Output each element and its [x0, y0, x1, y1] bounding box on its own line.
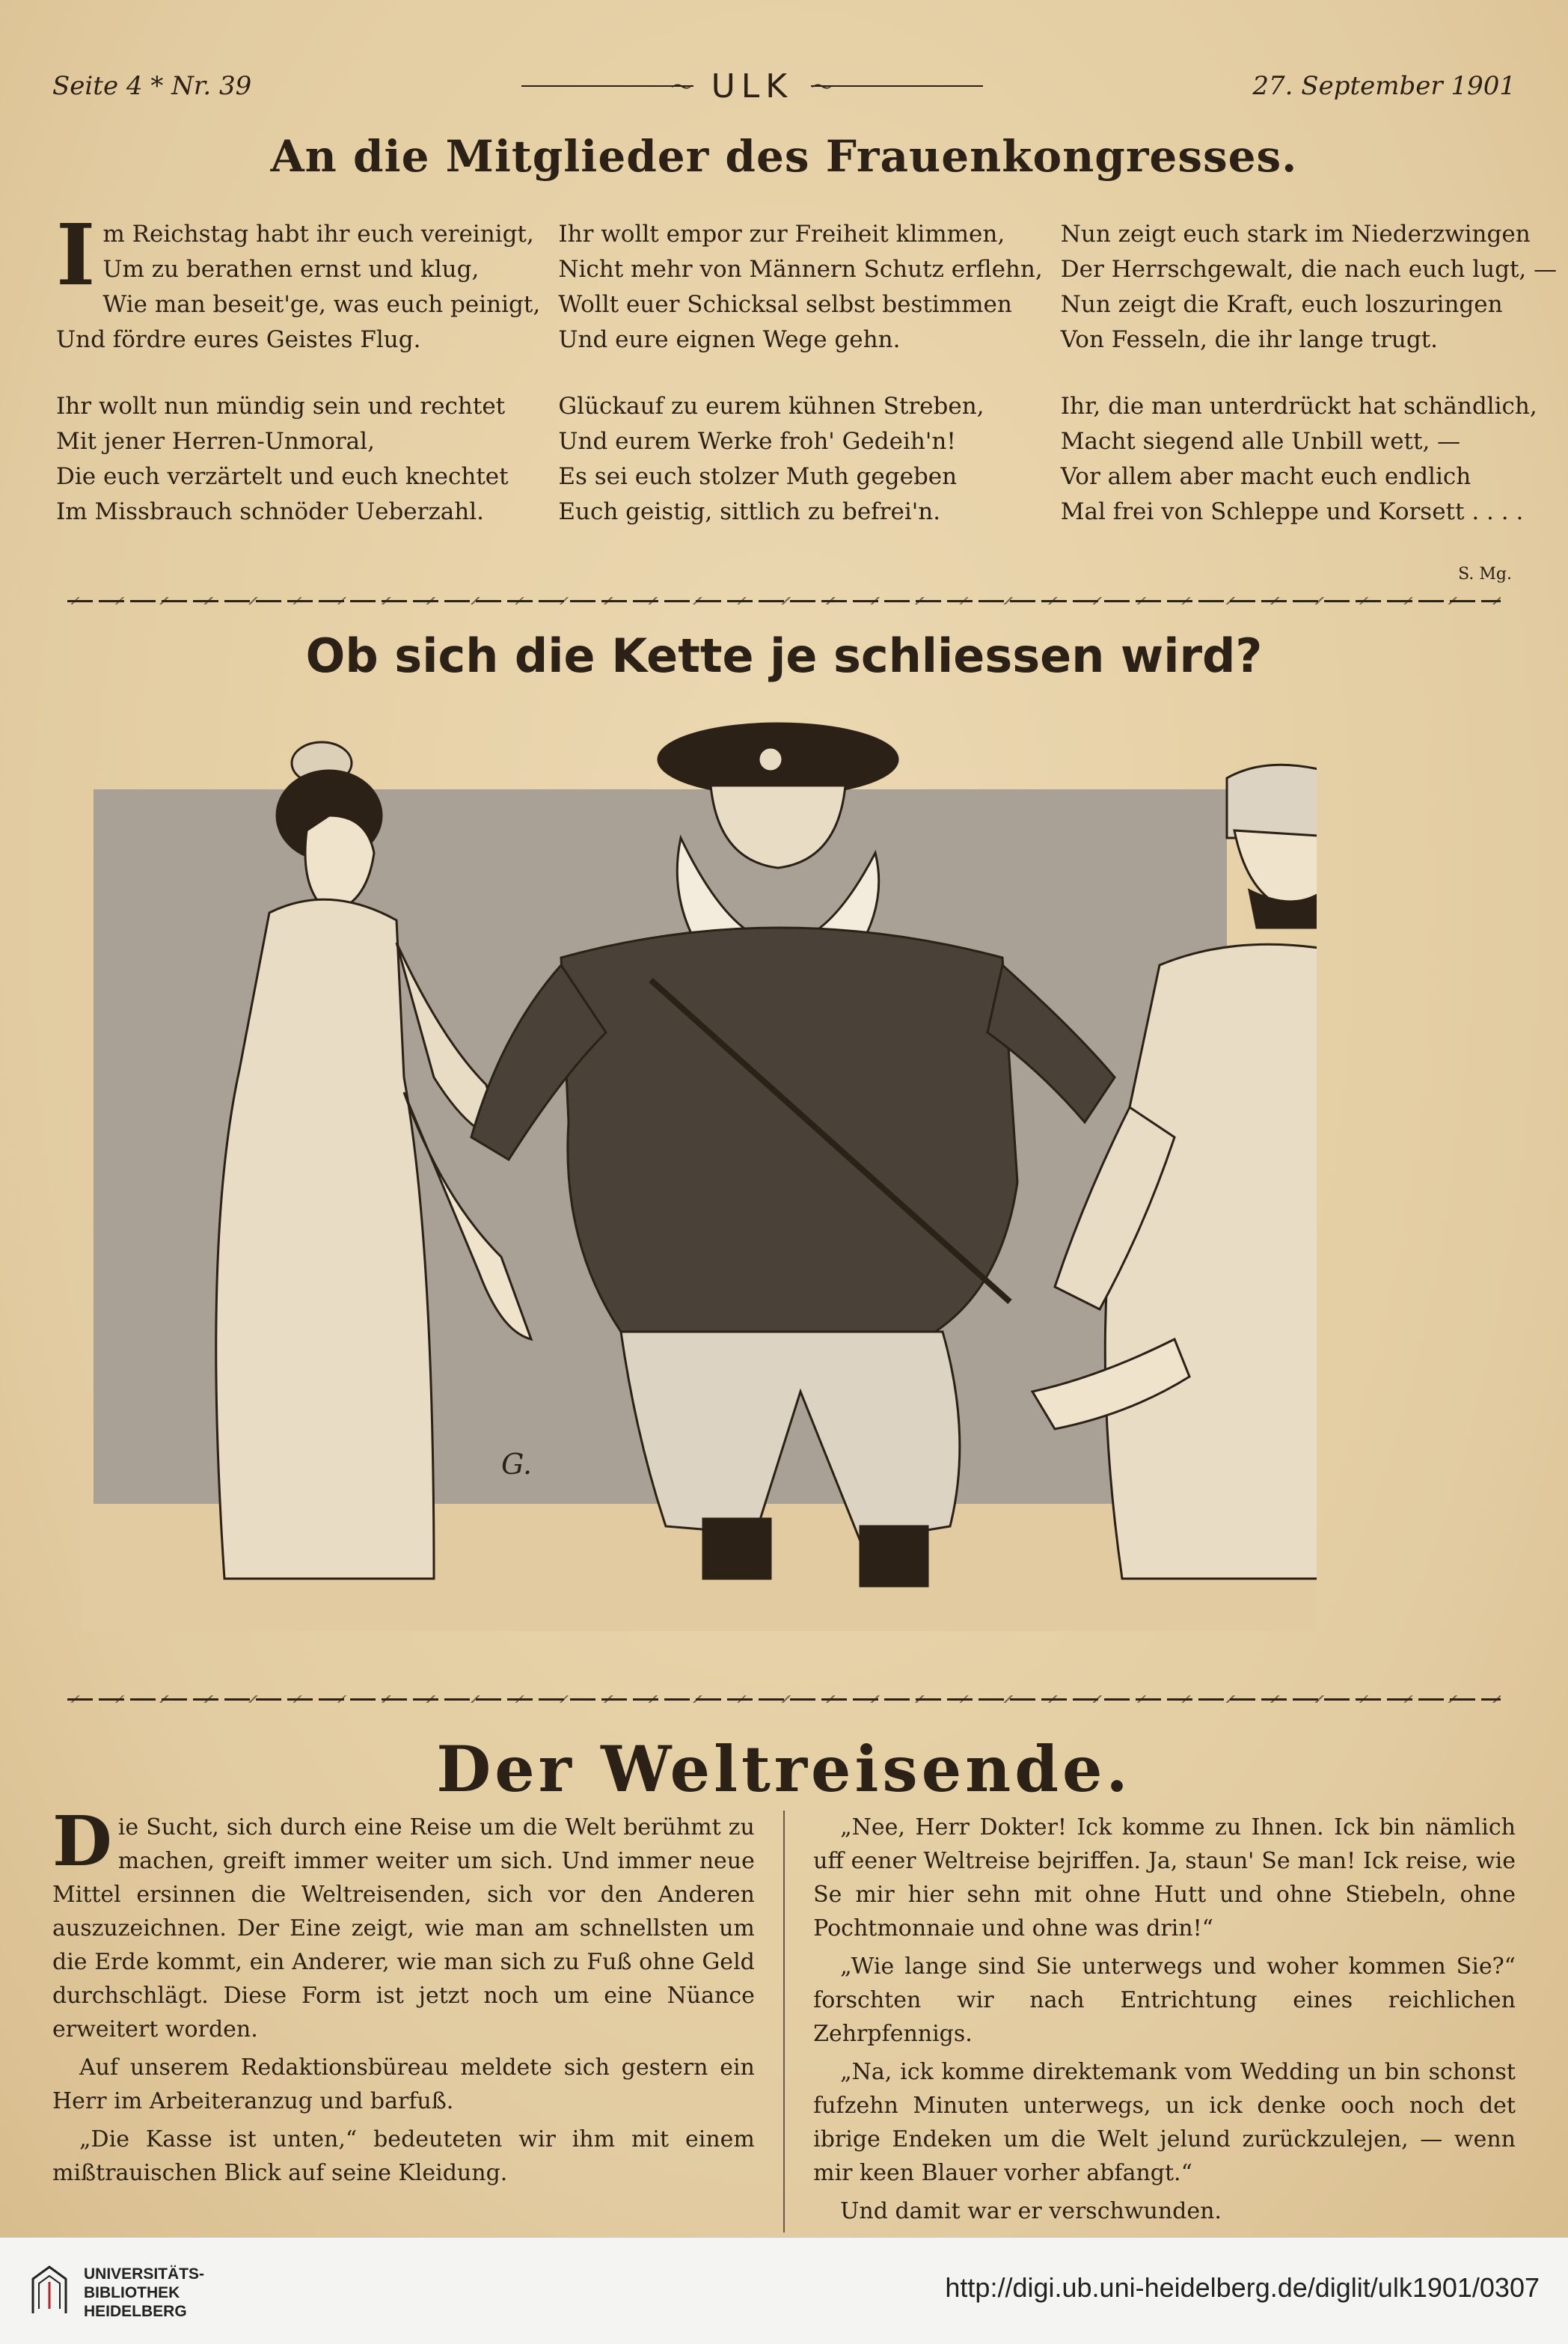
page-header	[52, 60, 1516, 112]
verse-line: Mal frei von Schleppe und Korsett . . . .	[1060, 498, 1524, 525]
paragraph: „Die Kasse ist unten,“ bedeuteten wir ihm mit einem mißtrauischen Blick auf seine Kleidung.	[52, 2126, 755, 2186]
cartoon-title: Ob sich die Kette je schliessen wird?	[305, 628, 1263, 683]
stanza	[558, 217, 1043, 358]
verse-line: Ihr, die man unterdrückt hat schändlich,	[1060, 393, 1537, 420]
verse-line: Es sei euch stolzer Muth gegeben	[558, 463, 958, 490]
stanza	[1060, 217, 1558, 358]
poem-title: An die Mitglieder des Frauenkongresses.	[270, 131, 1298, 182]
cartoon-drawing	[82, 718, 1317, 1631]
verse-line: Ihr wollt empor zur Freiheit klimmen,	[558, 221, 1005, 248]
paragraph: Und damit war er verschwunden.	[840, 2198, 1222, 2224]
library-logo-icon	[30, 2264, 69, 2316]
paragraph: „Wie lange sind Sie unterwegs und woher kommen Sie?“ forschten wir nach Entrichtung eines reichlichen Zehrpfennigs.	[813, 1953, 1516, 2047]
poem-column-3	[1060, 217, 1558, 584]
paragraph: Auf unserem Redaktionsbüreau meldete sich gestern ein Herr im Arbeiteranzug und barfuß.	[52, 2054, 755, 2114]
poem-signature: S. Mg.	[1458, 565, 1512, 584]
verse-line: Nun zeigt die Kraft, euch loszuringen	[1060, 291, 1503, 318]
ornamental-divider	[67, 1693, 1501, 1705]
institution-line: BIBLIOTHEK	[84, 2284, 180, 2301]
article-body	[52, 1801, 1516, 2233]
verse-line: Mit jener Herren-Unmoral,	[56, 428, 375, 455]
poem	[56, 206, 1558, 584]
stanza	[558, 389, 1009, 530]
stanza	[56, 389, 507, 530]
artist-signature: G.	[501, 1448, 533, 1481]
institution-line: UNIVERSITÄTS-	[84, 2265, 205, 2283]
verse-line: Und eurem Werke froh' Gedeih'n!	[558, 428, 956, 455]
verse-line: m Reichstag habt ihr euch vereinigt,	[102, 221, 534, 248]
ornament-rule-right	[811, 85, 983, 87]
verse-line: Um zu berathen ernst und klug,	[102, 256, 480, 283]
verse-line: Euch geistig, sittlich zu befrei'n.	[558, 498, 941, 525]
institution-line: HEIDELBERG	[84, 2303, 187, 2320]
verse-line: Macht siegend alle Unbill wett, —	[1060, 428, 1461, 455]
verse-line: Nun zeigt euch stark im Niederzwingen	[1060, 221, 1531, 248]
verse-line: Von Fesseln, die ihr lange trugt.	[1060, 326, 1438, 353]
library-footer	[0, 2237, 1568, 2344]
verse-line: Der Herrschgewalt, die nach euch lugt, —	[1060, 256, 1558, 283]
article-column-2	[813, 1811, 1516, 2233]
ornamental-divider	[67, 595, 1501, 607]
verse-line: Und fördre eures Geistes Flug.	[56, 326, 421, 353]
column-separator	[783, 1811, 785, 2233]
masthead	[521, 67, 984, 105]
institution-name	[84, 2265, 204, 2321]
poem-column-1	[56, 206, 541, 561]
permalink-url[interactable]: http://digi.ub.uni-heidelberg.de/diglit/ulk1901/0307	[945, 2272, 1540, 2303]
stanza	[1060, 389, 1537, 530]
issue-date: 27. September 1901	[1252, 71, 1516, 101]
paragraph-text: ie Sucht, sich durch eine Reise um die Welt berühmt zu machen, greift immer weiter um sich. Und immer neue Mittel ersinnen die Weltreisenden, sich vor den Anderen auszuzeichnen. Der Eine zeigt, wie man am schnellsten um die Erde kommt, ein Anderer, wie man sich zu Fuß ohne Geld durchschlägt. Diese Form ist jetzt noch um eine Nüance erweitert worden.	[52, 1814, 755, 2042]
paragraph	[52, 1801, 755, 2046]
drop-cap: I	[56, 206, 96, 305]
article-column-1	[52, 1801, 755, 2233]
drop-cap: D	[52, 1801, 112, 1882]
stanza	[56, 206, 541, 358]
article-title: Der Weltreisende.	[436, 1732, 1132, 1806]
paragraph: „Nee, Herr Dokter! Ick komme zu Ihnen. Ick bin nämlich uff eener Weltreise bejriffen. Ja, staun' Se man! Ick reise, wie Se mir hier sehn mit ohne Hutt und ohne Stiebeln, ohne Pochtmonnaie und ohne was drin!“	[813, 1814, 1516, 1941]
verse-line: Wie man beseit'ge, was euch peinigt,	[102, 291, 541, 318]
verse-line: Die euch verzärtelt und euch knechtet	[56, 463, 509, 490]
verse-line: Im Missbrauch schnöder Ueberzahl.	[56, 498, 485, 525]
cartoon-illustration	[82, 718, 1317, 1631]
verse-line: Und eure eignen Wege gehn.	[558, 326, 901, 353]
page-number: Seite 4 * Nr. 39	[52, 71, 252, 101]
verse-line: Glückauf zu eurem kühnen Streben,	[558, 393, 984, 420]
paragraph: „Na, ick komme direktemank vom Wedding un bin schonst fufzehn Minuten unterwegs, un ick denke ooch noch det ibrige Endeken um die Welt jelund zurückzulejen, — wenn mir keen Blauer vorher abfangt.“	[813, 2059, 1516, 2186]
verse-line: Wollt euer Schicksal selbst bestimmen	[558, 291, 1012, 318]
verse-line: Nicht mehr von Männern Schutz erflehn,	[558, 256, 1043, 283]
verse-line: Vor allem aber macht euch endlich	[1060, 463, 1471, 490]
verse-line: Ihr wollt nun mündig sein und rechtet	[56, 393, 506, 420]
masthead-title: ULK	[711, 67, 794, 105]
poem-column-2	[558, 217, 1043, 561]
ornament-rule-left	[521, 85, 693, 87]
